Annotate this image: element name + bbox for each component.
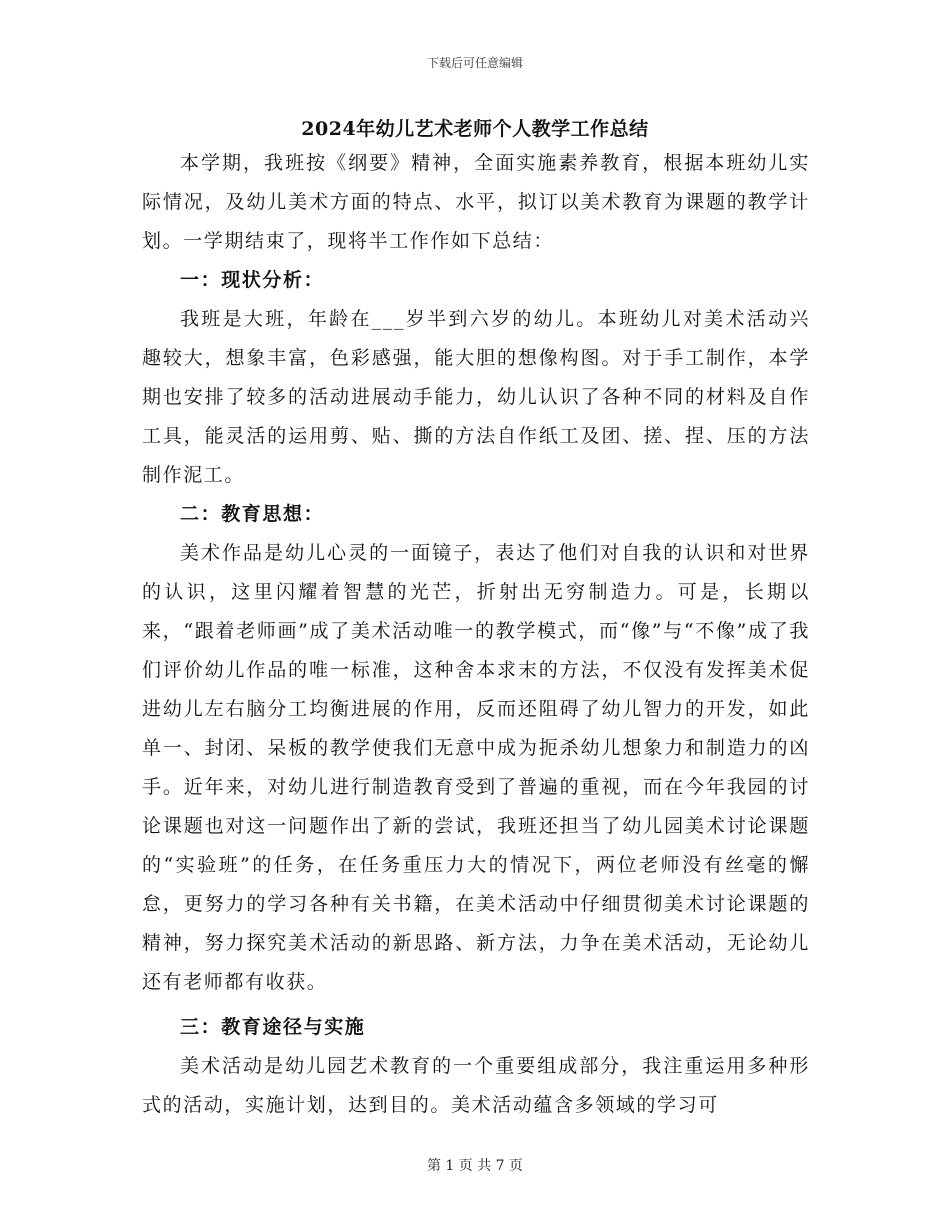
document-body xyxy=(142,144,810,1125)
section-heading-3: 三：教育途径与实施 xyxy=(180,1016,366,1038)
section-paragraph-1: 我班是大班，年龄在___岁半到六岁的幼儿。本班幼儿对美术活动兴趣较大，想象丰富，色彩感强，能大胆的想像构图。对于手工制作，本学期也安排了较多的活动进展动手能力，幼儿认识了各种不同的材料及自作工具，能灵活的运用剪、贴、撕的方法自作纸工及团、搓、捏、压的方法制作泥工。 xyxy=(142,308,810,486)
intro-paragraph: 本学期，我班按《纲要》精神，全面实施素养教育，根据本班幼儿实际情况，及幼儿美术方面的特点、水平，拟订以美术教育为课题的教学计划。一学期结束了，现将半工作作如下总结： xyxy=(142,152,810,252)
page-number: 第 1 页 共 7 页 xyxy=(426,1158,524,1174)
section-heading-2: 二：教育思想： xyxy=(180,503,325,525)
section-heading-1: 一：现状分析： xyxy=(180,269,325,291)
download-note: 下载后可任意编辑 xyxy=(426,56,523,70)
section-paragraph-2: 美术作品是幼儿心灵的一面镜子，表达了他们对自我的认识和对世界的认识，这里闪耀着智慧的光芒，折射出无穷制造力。可是，长期以来，“跟着老师画”成了美术活动唯一的教学模式，而“像”与“不像”成了我们评价幼儿作品的唯一标准，这种舍本求末的方法，不仅没有发挥美术促进幼儿左右脑分工均衡进展的作用，反而还阻碍了幼儿智力的开发，如此单一、封闭、呆板的教学使我们无意中成为扼杀幼儿想象力和制造力的凶手。近年来，对幼儿进行制造教育受到了普遍的重视，而在今年我园的讨论课题也对这一问题作出了新的尝试，我班还担当了幼儿园美术讨论课题的“实验班”的任务，在任务重压力大的情况下，两位老师没有丝毫的懈怠，更努力的学习各种有关书籍，在美术活动中仔细贯彻美术讨论课题的精神，努力探究美术活动的新思路、新方法，力争在美术活动，无论幼儿还有老师都有收获。 xyxy=(142,542,810,993)
document-title: 2024年幼儿艺术老师个人教学工作总结 xyxy=(301,118,649,140)
section-paragraph-3: 美术活动是幼儿园艺术教育的一个重要组成部分，我注重运用多种形式的活动，实施计划，达到目的。美术活动蕴含多领域的学习可 xyxy=(142,1055,810,1116)
